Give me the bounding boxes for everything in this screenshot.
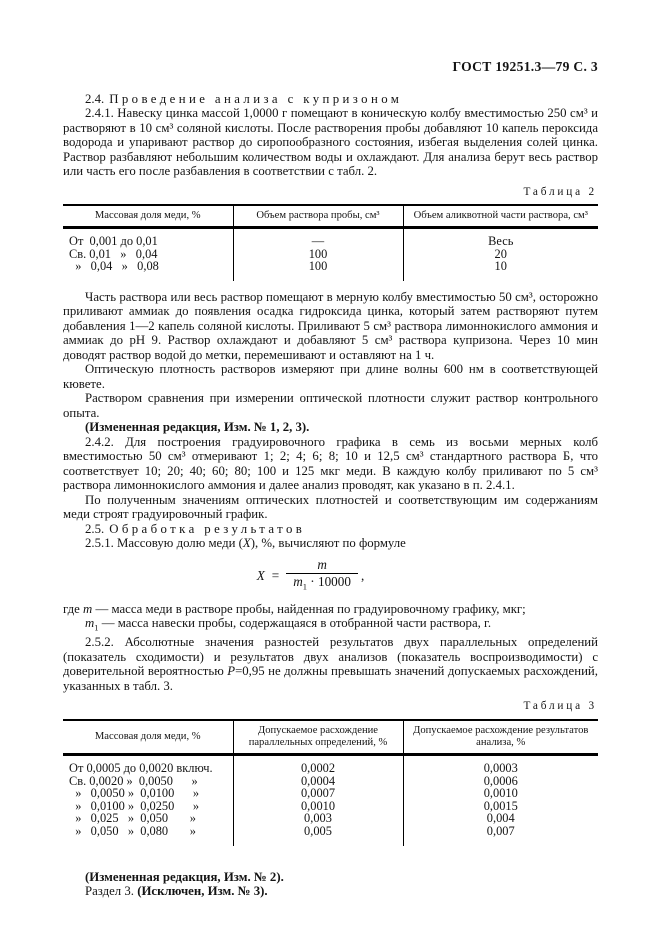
paragraph-amended-1: (Измененная редакция, Изм. № 1, 2, 3).: [85, 420, 310, 435]
table-cell: 100: [233, 260, 403, 281]
formula-numerator: m: [317, 556, 327, 572]
page-header: ГОСТ 19251.3—79 С. 3: [452, 59, 598, 74]
section-heading-2-5: [63, 522, 598, 537]
paragraph-reference-solution: Раствором сравнения при измерении оптической плотности служит раствор контрольного опыта.: [63, 391, 598, 420]
table-3: [63, 719, 598, 846]
table-cell: 0,004: [403, 812, 598, 825]
table-cell: 20: [403, 248, 598, 261]
table-cell: » 0,04 » 0,08: [69, 259, 159, 274]
paragraph-solution-part: Часть раствора или весь раствор помещают в мерную колбу вместимостью 50 см³, осторожно приливают аммиак до появления осадка гидроксида цинка, который затем растворяют путем добавления 1—2 капель соляной кислоты. Приливают 5 см³ раствора лимоннокислого аммония и аммиак до pH 9. Раствор охлаждают и добавляют 5 см³ раствора купризона. Через 10 мин доводят раствор водой до метки, перемешивают и оставляют на 1 ч.: [63, 289, 598, 362]
table-cell: 0,0007: [233, 787, 403, 800]
table-cell: » 0,025 » 0,050 »: [69, 811, 197, 826]
table-cell: » 0,0050 » 0,0100 »: [69, 786, 200, 801]
table-3-label: Таблица 3: [523, 700, 597, 713]
column-header: Массовая доля меди, %: [63, 720, 233, 755]
equals-sign: =: [271, 568, 280, 584]
variable-x: X: [242, 536, 251, 551]
paragraph-2-4-1: 2.4.1. Навеску цинка массой 1,0000 г помещают в коническую колбу вместимостью 250 см³ и растворяют в 10 см³ соляной кислоты. После растворения пробы добавляют 10 капель пероксида водорода и упаривают раствор до сиропообразного состояния, избегая выделения солей цинка. Раствор разбавляют небольшим количеством воды и охлаждают. Для анализа берут весь раствор или часть его после разбавления в соответствии с табл. 2.: [63, 106, 598, 178]
paragraph-2-5-2: 2.5.2. Абсолютные значения разностей результатов двух параллельных определений (показатель сходимости) и результатов двух анализов (показатель воспроизводимости) с доверительной вероятностью P=0,95 не должны превышать значений допускаемых расхождений, указанных в табл. 3.: [63, 635, 598, 693]
formula-lhs: X: [256, 568, 265, 584]
table-cell: 0,0004: [233, 775, 403, 788]
variable-m1: m: [85, 616, 95, 631]
table-row: [63, 825, 598, 846]
table-cell: Весь: [403, 228, 598, 248]
formula-denominator: $m_1 \cdot 10000$: [286, 573, 358, 594]
table-2-label: Таблица 2: [523, 185, 597, 198]
paragraph-2-5-1: 2.5.1. Массовую долю меди (X), %, вычисляют по формуле: [85, 536, 406, 551]
table-cell: 0,005: [233, 825, 403, 846]
variable-p: P: [227, 664, 236, 679]
table-cell: » 0,050 » 0,080 »: [69, 824, 197, 839]
table-cell: 0,003: [233, 812, 403, 825]
column-header: Допускаемое расхождение результатов анализа, %: [403, 720, 598, 755]
column-header: Массовая доля меди, %: [63, 205, 233, 228]
table-row: [63, 260, 598, 281]
column-header: Допускаемое расхождение параллельных определений, %: [233, 720, 403, 755]
variable-m: m: [83, 601, 93, 616]
table-cell: 0,0015: [403, 800, 598, 813]
table-3-header-row: [63, 720, 598, 755]
table-cell: 0,0010: [403, 787, 598, 800]
section-title: Обработка результатов: [109, 521, 306, 536]
column-header: Объем аликвотной части раствора, см³: [403, 205, 598, 228]
column-header: Объем раствора пробы, см³: [233, 205, 403, 228]
table-cell: От 0,0005 до 0,0020 включ.: [69, 761, 213, 776]
paragraph-2-4-2: 2.4.2. Для построения градуировочного графика в семь из восьми мерных колб вместимостью 50 см³ отмеривают 1; 2; 4; 6; 8; 10 и 12,5 см³ стандартного раствора Б, что соответствует 10; 20; 40; 60; 80; 100 и 125 мкг меди. В каждую колбу приливают по 5 см³ раствора лимоннокислого аммония и далее анализ проводят, как указано в п. 2.4.1.: [63, 434, 598, 493]
table-row: [63, 787, 598, 800]
table-cell: 0,0003: [403, 755, 598, 775]
table-cell: 0,0010: [233, 800, 403, 813]
table-cell: Св. 0,0020 » 0,0050 »: [69, 773, 198, 788]
paragraph-section-3-excluded: Раздел 3. (Исключен, Изм. № 3).: [85, 884, 268, 899]
table-row: [63, 755, 598, 775]
table-cell: 0,007: [403, 825, 598, 846]
paragraph-optical-density: Оптическую плотность растворов измеряют при длине волны 600 нм в соответствующей кювете.: [63, 362, 598, 391]
table-cell: —: [233, 228, 403, 248]
paragraph-where-m: где m — масса меди в растворе пробы, найденная по градуировочному графику, мкг;: [63, 601, 526, 616]
table-cell: 100: [233, 248, 403, 261]
table-cell: » 0,0100 » 0,0250 »: [69, 798, 200, 813]
section-number: 2.5.: [85, 521, 105, 536]
formula: [63, 558, 558, 595]
table-2: [63, 204, 598, 281]
table-cell: 0,0006: [403, 775, 598, 788]
paragraph-calibration-graph: По полученным значениям оптических плотностей и соответствующим им содержаниям меди строят градуировочный график.: [63, 492, 598, 522]
section-heading-2-4: [63, 92, 598, 107]
section-number: 2.4.: [85, 91, 105, 106]
paragraph-where-m1: $m_1$ — масса навески пробы, содержащаяся в отобранной части раствора, г.: [85, 616, 492, 633]
table-cell: От 0,001 до 0,01: [69, 234, 158, 249]
paragraph-amended-2: (Измененная редакция, Изм. № 2).: [85, 869, 284, 884]
formula-tail: ,: [360, 568, 365, 584]
table-2-header-row: [63, 205, 598, 228]
table-row: [63, 228, 598, 248]
table-cell: 0,0002: [233, 755, 403, 775]
formula-fraction: [286, 558, 358, 595]
section-title: Проведение анализа с купризоном: [109, 91, 403, 106]
table-cell: Св. 0,01 » 0,04: [69, 246, 158, 261]
table-cell: 10: [403, 260, 598, 281]
